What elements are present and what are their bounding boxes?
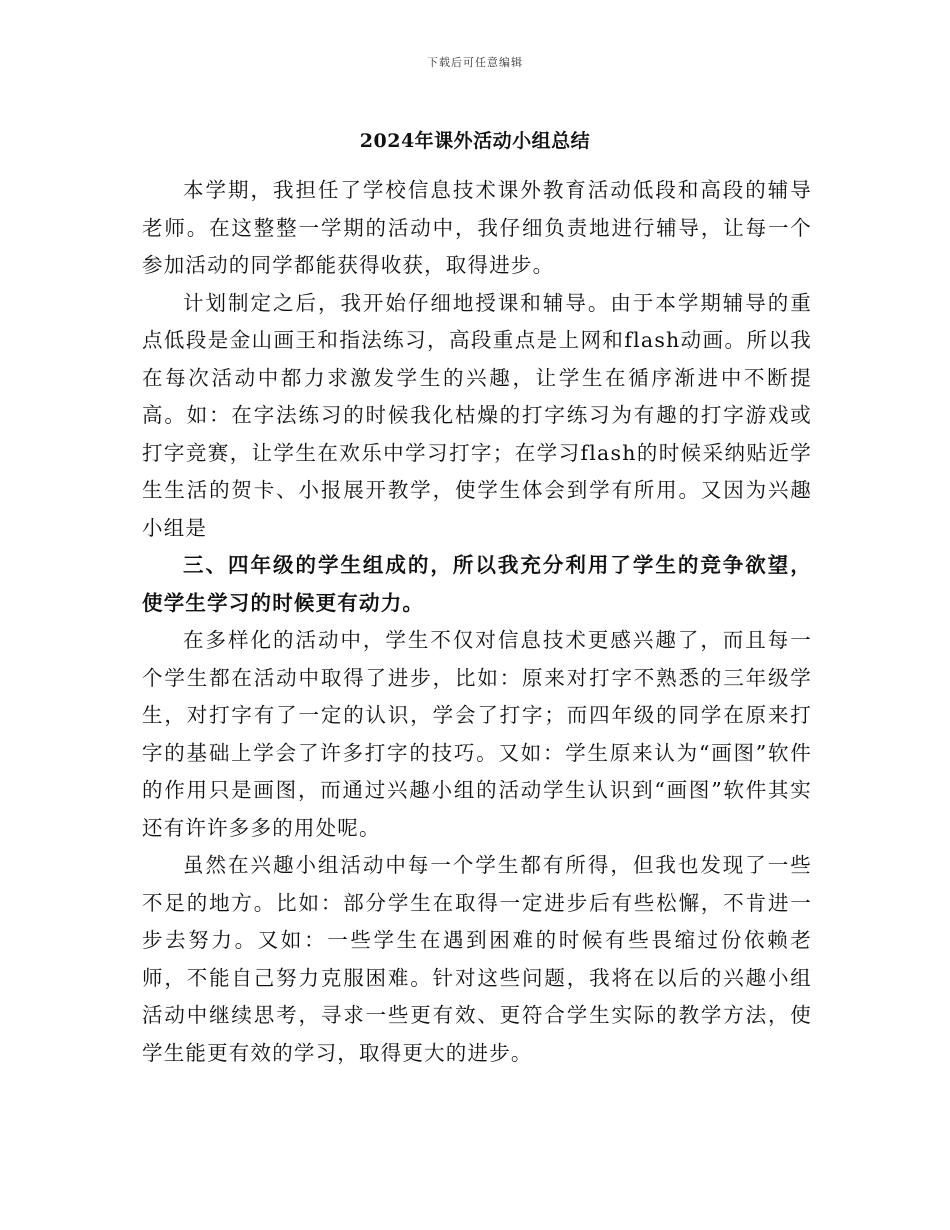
paragraph-3-bold: 三、四年级的学生组成的，所以我充分利用了学生的竞争欲望，使学生学习的时候更有动力。 xyxy=(142,553,812,615)
paragraph-5: 虽然在兴趣小组活动中每一个学生都有所得，但我也发现了一些不足的地方。比如：部分学生在取得一定进步后有些松懈，不肯进一步去努力。又如：一些学生在遇到困难的时候有些畏缩过份依赖老师，不能自己努力克服困难。针对这些问题，我将在以后的兴趣小组活动中继续思考，寻求一些更有效、更符合学生实际的教学方法，使学生能更有效的学习，取得更大的进步。 xyxy=(142,853,812,1065)
paragraph-1: 本学期，我担任了学校信息技术课外教育活动低段和高段的辅导老师。在这整整一学期的活动中，我仔细负责地进行辅导，让每一个参加活动的同学都能获得收获，取得进步。 xyxy=(142,178,812,277)
document-body xyxy=(142,172,812,1072)
document-title: 2024年课外活动小组总结 xyxy=(359,130,591,152)
header-note: 下载后可任意编辑 xyxy=(427,56,523,69)
paragraph-4: 在多样化的活动中，学生不仅对信息技术更感兴趣了，而且每一个学生都在活动中取得了进步，比如：原来对打字不熟悉的三年级学生，对打字有了一定的认识，学会了打字；而四年级的同学在原来打字的基础上学会了许多打字的技巧。又如：学生原来认为“画图”软件的作用只是画图，而通过兴趣小组的活动学生认识到“画图”软件其实还有许许多多的用处呢。 xyxy=(142,628,812,840)
paragraph-2: 计划制定之后，我开始仔细地授课和辅导。由于本学期辅导的重点低段是金山画王和指法练习，高段重点是上网和flash动画。所以我在每次活动中都力求激发学生的兴趣，让学生在循序渐进中不断提高。如：在字法练习的时候我化枯燥的打字练习为有趣的打字游戏或打字竞赛，让学生在欢乐中学习打字；在学习flash的时候采纳贴近学生生活的贺卡、小报展开教学，使学生体会到学有所用。又因为兴趣小组是 xyxy=(142,290,812,540)
